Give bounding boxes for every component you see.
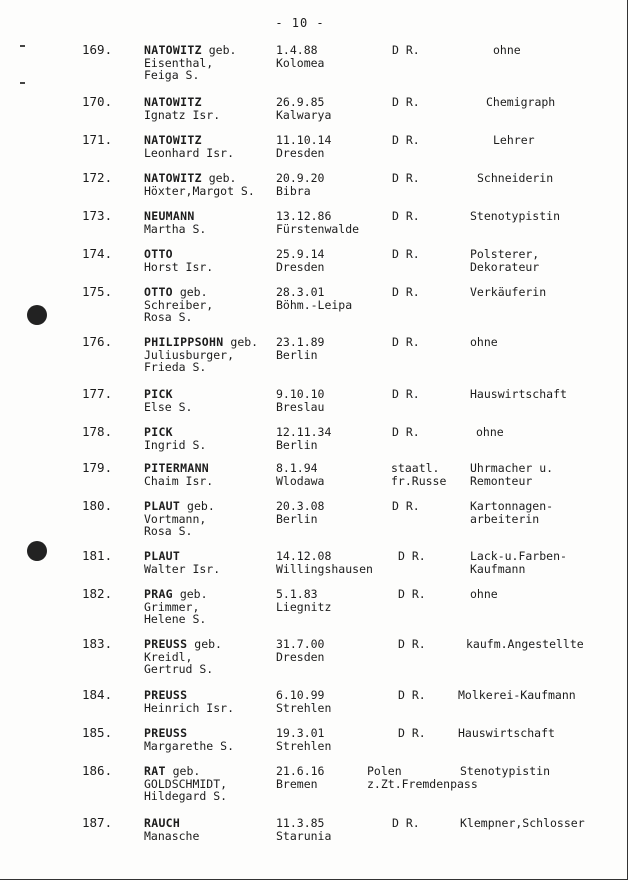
entry-name: PREUSS Heinrich Isr. (144, 688, 235, 715)
entry-nationality: Polen z.Zt.Fremdenpass (367, 764, 478, 791)
entry-birth: 9.10.10 Breslau (276, 387, 325, 414)
entry-number: 178. (82, 424, 113, 439)
entry-number: 182. (82, 586, 113, 601)
entry-name: PLAUT geb. Vortmann, Rosa S. (144, 499, 215, 538)
entry-occupation: Lack-u.Farben- Kaufmann (470, 549, 567, 576)
margin-mark (20, 45, 25, 47)
entry-nationality: D R. (392, 247, 420, 261)
entry-occupation: Polsterer, Dekorateur (470, 247, 540, 274)
entry-nationality: D R. (392, 816, 420, 830)
entry-name: NATOWITZ Ignatz Isr. (144, 95, 221, 122)
entry-occupation: Hauswirtschaft (458, 726, 555, 740)
entry-number: 173. (82, 208, 113, 223)
entry-birth: 11.3.85 Starunia (276, 816, 332, 843)
entry-birth: 26.9.85 Kalwarya (276, 95, 332, 122)
entry-name: PRAG geb. Grimmer, Helene S. (144, 587, 208, 626)
entry-occupation: Stenotypistin (460, 764, 551, 778)
entry-name: RAT geb. GOLDSCHMIDT, Hildegard S. (144, 764, 228, 803)
entry-birth: 19.3.01 Strehlen (276, 726, 332, 753)
entry-number: 176. (82, 334, 113, 349)
entry-number: 179. (82, 460, 113, 475)
entry-nationality: D R. (398, 637, 426, 651)
entry-occupation: Klempner,Schlosser (460, 816, 585, 830)
entry-name: PITERMANN Chaim Isr. (144, 461, 214, 488)
entry-birth: 8.1.94 Wlodawa (276, 461, 325, 488)
entry-number: 181. (82, 548, 113, 563)
entry-occupation: Chemigraph (486, 95, 556, 109)
entry-birth: 1.4.88 Kolomea (276, 43, 325, 70)
entry-nationality: D R. (398, 587, 426, 601)
entry-birth: 25.9.14 Dresden (276, 247, 325, 274)
entry-number: 169. (82, 42, 113, 57)
entry-number: 170. (82, 94, 113, 109)
entry-number: 184. (82, 687, 113, 702)
entry-name: NATOWITZ geb. Höxter,Margot S. (144, 171, 255, 198)
entry-nationality: D R. (398, 688, 426, 702)
entry-name: NATOWITZ geb. Eisenthal, Feiga S. (144, 43, 237, 82)
entry-birth: 20.3.08 Berlin (276, 499, 325, 526)
entry-nationality: D R. (392, 209, 420, 223)
entry-nationality: D R. (392, 43, 420, 57)
entry-birth: 28.3.01 Böhm.-Leipa (276, 285, 353, 312)
punch-hole (27, 305, 47, 325)
entry-occupation: ohne (493, 43, 521, 57)
entry-nationality: D R. (392, 335, 420, 349)
entry-number: 183. (82, 636, 113, 651)
entry-nationality: D R. (392, 133, 420, 147)
entry-occupation: ohne (470, 587, 498, 601)
entry-nationality: D R. (392, 387, 420, 401)
entry-birth: 31.7.00 Dresden (276, 637, 325, 664)
entry-number: 185. (82, 725, 113, 740)
entry-occupation: Hauswirtschaft (470, 387, 567, 401)
punch-hole (27, 541, 47, 561)
entry-name: NATOWITZ Leonhard Isr. (144, 133, 235, 160)
entry-name: OTTO geb. Schreiber, Rosa S. (144, 285, 214, 324)
entry-name: PREUSS geb. Kreidl, Gertrud S. (144, 637, 222, 676)
entry-name: OTTO Horst Isr. (144, 247, 214, 274)
entry-nationality: D R. (398, 726, 426, 740)
entry-nationality: D R. (392, 425, 420, 439)
entry-number: 186. (82, 763, 113, 778)
entry-birth: 14.12.08 Willingshausen (276, 549, 373, 576)
entry-occupation: ohne (476, 425, 504, 439)
entry-number: 174. (82, 246, 113, 261)
entry-birth: 5.1.83 Liegnitz (276, 587, 332, 614)
entry-number: 187. (82, 815, 113, 830)
entry-birth: 23.1.89 Berlin (276, 335, 325, 362)
entry-name: PLAUT Walter Isr. (144, 549, 221, 576)
entry-birth: 20.9.20 Bibra (276, 171, 325, 198)
entry-name: PICK Ingrid S. (144, 425, 207, 452)
entry-birth: 13.12.86 Fürstenwalde (276, 209, 360, 236)
entry-occupation: Molkerei-Kaufmann (458, 688, 576, 702)
entry-name: PHILIPPSOHN geb. Juliusburger, Frieda S. (144, 335, 259, 374)
entry-number: 172. (82, 170, 113, 185)
entry-occupation: Kartonnagen- arbeiterin (470, 499, 554, 526)
entry-occupation: Stenotypistin (470, 209, 561, 223)
entry-nationality: D R. (392, 95, 420, 109)
entry-nationality: D R. (398, 549, 426, 563)
entry-nationality: D R. (392, 171, 420, 185)
entry-birth: 6.10.99 Strehlen (276, 688, 332, 715)
entry-nationality: staatl. fr.Russe (391, 461, 447, 488)
entry-occupation: Verkäuferin (470, 285, 547, 299)
entry-number: 177. (82, 386, 113, 401)
entry-number: 171. (82, 132, 113, 147)
entry-name: RAUCH Manasche (144, 816, 200, 843)
entry-occupation: Schneiderin (477, 171, 554, 185)
entry-birth: 11.10.14 Dresden (276, 133, 332, 160)
entry-name: PREUSS Margarethe S. (144, 726, 235, 753)
entry-birth: 21.6.16 Bremen (276, 764, 325, 791)
entry-number: 180. (82, 498, 113, 513)
entry-occupation: ohne (470, 335, 498, 349)
entry-name: NEUMANN Martha S. (144, 209, 207, 236)
page-number: - 10 - (275, 16, 325, 30)
entry-occupation: kaufm.Angestellte (466, 637, 584, 651)
entry-nationality: D R. (392, 285, 420, 299)
entry-occupation: Lehrer (493, 133, 535, 147)
entry-name: PICK Else S. (144, 387, 193, 414)
entry-occupation: Uhrmacher u. Remonteur (470, 461, 554, 488)
entry-number: 175. (82, 284, 113, 299)
margin-mark (20, 82, 25, 84)
entry-birth: 12.11.34 Berlin (276, 425, 332, 452)
entry-nationality: D R. (392, 499, 420, 513)
